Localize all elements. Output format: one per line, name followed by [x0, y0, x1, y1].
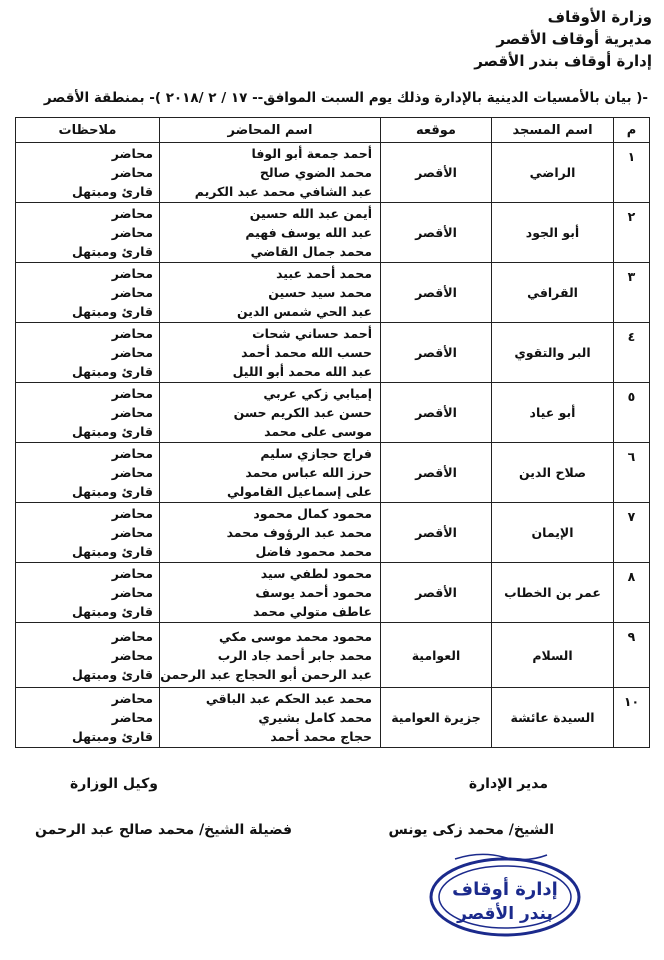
lecturers-cell [160, 623, 381, 688]
note-text: محاضر [111, 326, 153, 341]
lecturer-name: عبد الله يوسف فهيم [245, 225, 372, 240]
lecturer-name: محمد كامل بشيري [258, 710, 372, 725]
column-header-location: موقعه [381, 118, 492, 143]
lecturer-name: أيمن عبد الله حسين [249, 206, 372, 221]
lecturers-cell [160, 443, 381, 503]
location-cell: جزيرة العوامية [381, 688, 492, 748]
row-number-cell: ١٠ [614, 688, 650, 748]
location-cell: الأقصر [381, 323, 492, 383]
notes-cell [16, 203, 160, 263]
official-stamp [425, 845, 585, 945]
lecturer-name: محمود أحمد يوسف [255, 585, 372, 600]
lecturer-name: حجاج محمد أحمد [270, 729, 372, 744]
mosque-name-cell: الإيمان [492, 503, 614, 563]
mosque-name-cell: أبو عياد [492, 383, 614, 443]
notes-cell [16, 383, 160, 443]
lecturer-name: محمد أحمد عبيد [276, 266, 372, 281]
note-text: محاضر [111, 266, 153, 281]
note-text: محاضر [111, 225, 153, 240]
notes-cell [16, 323, 160, 383]
table-row [16, 203, 650, 263]
notes-cell [16, 443, 160, 503]
schedule-table [15, 117, 650, 748]
row-number-cell: ٦ [614, 443, 650, 503]
notes-cell [16, 563, 160, 623]
lecturer-name: عبد الشافي محمد عبد الكريم [194, 184, 372, 199]
note-text: قارئ ومبتهل [71, 729, 153, 744]
table-row [16, 383, 650, 443]
note-text: محاضر [111, 386, 153, 401]
lecturers-cell [160, 143, 381, 203]
lecturers-cell [160, 688, 381, 748]
notes-cell [16, 623, 160, 688]
note-text: محاضر [111, 506, 153, 521]
lecturers-cell [160, 203, 381, 263]
column-header-notes: ملاحظات [16, 118, 160, 143]
location-cell: الأقصر [381, 263, 492, 323]
notes-cell [16, 143, 160, 203]
row-number-cell: ٨ [614, 563, 650, 623]
mosque-name-cell: القرافي [492, 263, 614, 323]
stamp-text-line2: بندر الأقصر [457, 904, 553, 924]
lecturer-name: محمد جابر أحمد جاد الرب [217, 647, 372, 663]
note-text: محاضر [111, 465, 153, 480]
lecturer-name: أحمد حساني شحات [252, 326, 372, 341]
note-text: قارئ ومبتهل [71, 364, 153, 379]
lecturer-name: حرز الله عباس محمد [245, 465, 372, 480]
director-title: مدير الإدارة [468, 776, 548, 792]
row-number-cell: ٧ [614, 503, 650, 563]
lecturer-name: عبد الحي شمس الدين [236, 304, 372, 319]
note-text: محاضر [111, 691, 153, 706]
stamp-text-line1: إدارة أوقاف [452, 879, 558, 900]
letterhead [474, 6, 652, 72]
note-text: قارئ ومبتهل [71, 484, 153, 499]
note-text: محاضر [111, 647, 153, 663]
table-row [16, 688, 650, 748]
location-cell: الأقصر [381, 203, 492, 263]
mosque-name-cell: صلاح الدين [492, 443, 614, 503]
row-number-cell: ٣ [614, 263, 650, 323]
lecturer-name: محمد جمال القاضي [250, 244, 372, 259]
note-text: قارئ ومبتهل [71, 304, 153, 319]
table-row [16, 563, 650, 623]
column-header-number: م [614, 118, 650, 143]
lecturer-name: محمود محمد موسى مكي [219, 628, 372, 644]
location-cell: الأقصر [381, 443, 492, 503]
note-text: قارئ ومبتهل [71, 244, 153, 259]
note-text: قارئ ومبتهل [71, 604, 153, 619]
deputy-title: وكيل الوزارة [70, 776, 158, 792]
table-row [16, 323, 650, 383]
lecturer-name: محمود لطفي سيد [260, 566, 372, 581]
deputy-name: فضيلة الشيخ/ محمد صالح عبد الرحمن [35, 822, 293, 838]
mosque-name-cell: السلام [492, 623, 614, 688]
mosque-name-cell: السيدة عائشة [492, 688, 614, 748]
note-text: محاضر [111, 165, 153, 180]
note-text: محاضر [111, 146, 153, 161]
lecturer-name: على إسماعيل القامولي [226, 484, 372, 499]
note-text: محاضر [111, 566, 153, 581]
lecturer-name: محمد محمود فاضل [255, 544, 372, 559]
note-text: محاضر [111, 628, 153, 644]
lecturer-name: حسب الله محمد أحمد [241, 345, 372, 360]
row-number-cell: ٤ [614, 323, 650, 383]
location-cell: الأقصر [381, 143, 492, 203]
note-text: محاضر [111, 585, 153, 600]
note-text: محاضر [111, 710, 153, 725]
note-text: محاضر [111, 525, 153, 540]
administration-name: إدارة أوقاف بندر الأقصر [474, 52, 652, 70]
note-text: محاضر [111, 446, 153, 461]
lecturer-name: عبد الرحمن أبو الحجاج عبد الرحمن [160, 666, 372, 682]
table-row [16, 623, 650, 688]
note-text: قارئ ومبتهل [71, 424, 153, 439]
notes-cell [16, 503, 160, 563]
table-row [16, 143, 650, 203]
row-number-cell: ٢ [614, 203, 650, 263]
table-row [16, 263, 650, 323]
table-row [16, 503, 650, 563]
ministry-name: وزارة الأوقاف [547, 8, 652, 26]
lecturer-name: محمود كمال محمود [253, 506, 372, 521]
notes-cell [16, 263, 160, 323]
lecturer-name: عبد الله محمد أبو الليل [232, 364, 372, 379]
lecturers-cell [160, 263, 381, 323]
lecturer-name: موسى على محمد [264, 424, 372, 439]
table-header-row [16, 118, 650, 143]
lecturer-name: أحمد جمعة أبو الوفا [251, 146, 372, 161]
location-cell: العوامية [381, 623, 492, 688]
notes-cell [16, 688, 160, 748]
lecturers-cell [160, 503, 381, 563]
lecturers-cell [160, 323, 381, 383]
note-text: محاضر [111, 206, 153, 221]
document-caption: -( بيان بالأمسيات الدينية بالإدارة وذلك يوم السبت الموافق-- ١٧ / ٢ /٢٠١٨ )- بمنطقة الأقصر [43, 90, 648, 106]
lecturer-name: محمد عبد الحكم عبد الباقي [205, 691, 372, 706]
note-text: قارئ ومبتهل [71, 544, 153, 559]
note-text: قارئ ومبتهل [71, 184, 153, 199]
note-text: محاضر [111, 405, 153, 420]
lecturer-name: عاطف متولي محمد [253, 604, 372, 619]
location-cell: الأقصر [381, 383, 492, 443]
mosque-name-cell: البر والتقوي [492, 323, 614, 383]
location-cell: الأقصر [381, 563, 492, 623]
director-name: الشيخ/ محمد زكى يونس [388, 822, 554, 838]
lecturer-name: محمد الضوي صالح [259, 165, 372, 180]
lecturer-name: محمد عبد الرؤوف محمد [226, 525, 372, 540]
mosque-name-cell: عمر بن الخطاب [492, 563, 614, 623]
location-cell: الأقصر [381, 503, 492, 563]
lecturers-cell [160, 563, 381, 623]
table-row [16, 443, 650, 503]
row-number-cell: ٥ [614, 383, 650, 443]
lecturer-name: إميابي زكي عربي [263, 386, 372, 401]
note-text: محاضر [111, 345, 153, 360]
lecturer-name: فراج حجازي سليم [260, 446, 372, 461]
note-text: محاضر [111, 285, 153, 300]
lecturers-cell [160, 383, 381, 443]
note-text: قارئ ومبتهل [71, 666, 153, 682]
column-header-mosque: اسم المسجد [492, 118, 614, 143]
row-number-cell: ١ [614, 143, 650, 203]
lecturer-name: محمد سيد حسين [268, 285, 372, 300]
row-number-cell: ٩ [614, 623, 650, 688]
mosque-name-cell: الراضي [492, 143, 614, 203]
directorate-name: مديرية أوقاف الأقصر [496, 30, 652, 48]
lecturer-name: حسن عبد الكريم حسن [233, 405, 372, 420]
column-header-lecturer: اسم المحاضر [160, 118, 381, 143]
mosque-name-cell: أبو الجود [492, 203, 614, 263]
